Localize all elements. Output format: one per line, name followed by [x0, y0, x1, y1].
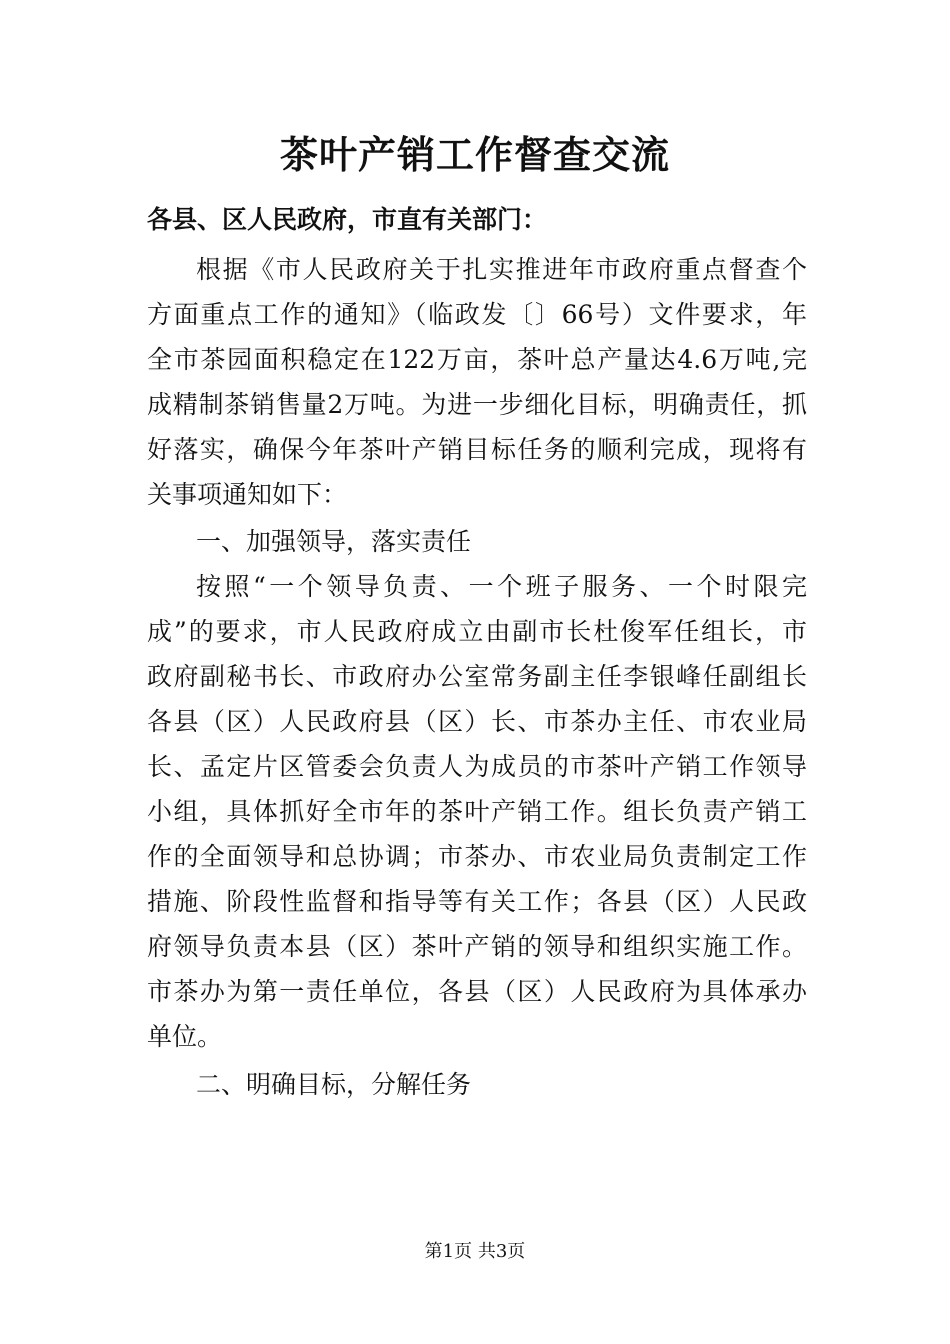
section1-line: 府领导负责本县（区）茶叶产销的领导和组织实施工作。 — [147, 932, 807, 961]
section1-line: 政府副秘书长、市政府办公室常务副主任李银峰任副组长 — [147, 662, 807, 691]
section1-line: 市茶办为第一责任单位，各县（区）人民政府为具体承办 — [147, 977, 807, 1006]
section1-line: 措施、阶段性监督和指导等有关工作；各县（区）人民政 — [147, 887, 807, 916]
intro-line: 全市茶园面积稳定在122万亩，茶叶总产量达4.6万吨,完 — [147, 345, 807, 374]
section1-line: 单位。 — [147, 1022, 223, 1051]
section1-line: 作的全面领导和总协调；市茶办、市农业局负责制定工作 — [147, 842, 807, 871]
intro-line: 根据《市人民政府关于扎实推进年市政府重点督查个 — [196, 255, 807, 284]
section1-line: 成”的要求，市人民政府成立由副市长杜俊军任组长，市 — [147, 617, 807, 646]
section1-line: 小组，具体抓好全市年的茶叶产销工作。组长负责产销工 — [147, 797, 807, 826]
section-heading-1: 一、加强领导，落实责任 — [196, 527, 472, 556]
section1-line: 各县（区）人民政府县（区）长、市茶办主任、市农业局 — [147, 707, 807, 736]
salutation: 各县、区人民政府，市直有关部门： — [147, 205, 548, 234]
page-footer: 第1页 共3页 — [424, 1241, 526, 1262]
intro-line: 好落实，确保今年茶叶产销目标任务的顺利完成，现将有 — [147, 435, 807, 464]
intro-line: 方面重点工作的通知》（临政发〔〕66号）文件要求，年 — [147, 300, 807, 329]
document-title: 茶叶产销工作督查交流 — [279, 132, 670, 177]
section-heading-2: 二、明确目标，分解任务 — [196, 1070, 472, 1099]
section1-line: 长、孟定片区管委会负责人为成员的市茶叶产销工作领导 — [147, 752, 807, 781]
intro-line: 关事项通知如下： — [147, 480, 348, 509]
section1-line: 按照“一个领导负责、一个班子服务、一个时限完 — [196, 572, 807, 601]
intro-line: 成精制茶销售量2万吨。为进一步细化目标，明确责任，抓 — [147, 390, 807, 419]
